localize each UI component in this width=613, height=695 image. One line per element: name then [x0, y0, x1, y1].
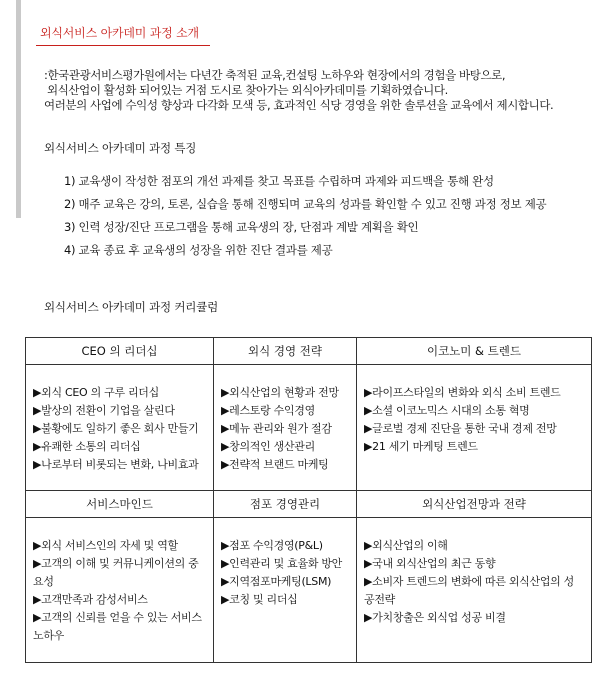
list-item: ▶가치창출은 외식업 성공 비결 [364, 611, 506, 624]
page-title: 외식서비스 아카데미 과정 소개 [40, 26, 199, 40]
feature-item: 1) 교육생이 작성한 점포의 개선 과제를 찾고 목표를 수립하며 과제와 피드백을 통해 완성 [64, 174, 494, 188]
list-item: ▶나로부터 비롯되는 변화, 나비효과 [33, 458, 199, 471]
list-item: ▶인력관리 및 효율화 방안 [221, 557, 343, 570]
list-item: ▶메뉴 관리와 원가 절감 [221, 422, 332, 435]
list-item: ▶발상의 전환이 기업을 살린다 [33, 404, 175, 417]
table-cell [26, 365, 214, 491]
curriculum-heading: 외식서비스 아카데미 과정 커리큘럼 [44, 300, 218, 314]
list-item: ▶유쾌한 소통의 리더십 [33, 440, 141, 453]
list-item: ▶코칭 및 리더십 [221, 593, 298, 606]
column-header: 서비스마인드 [26, 491, 214, 518]
list-item: ▶외식산업의 이해 [364, 539, 448, 552]
curriculum-table [25, 337, 592, 663]
column-header: 이코노미 & 트렌드 [357, 338, 592, 365]
list-item: ▶고객의 신뢰를 얻을 수 있는 서비스 노하우 [33, 611, 202, 642]
intro-line-1: :한국관광서비스평가원에서는 다년간 축적된 교육,컨설팅 노하우와 현장에서의 경험을 바탕으로, [44, 68, 506, 82]
table-header-row [26, 338, 592, 365]
list-item: ▶국내 외식산업의 최근 동향 [364, 557, 496, 570]
list-item: ▶점포 수익경영(P&L) [221, 539, 323, 552]
column-header: 외식산업전망과 전략 [357, 491, 592, 518]
list-item: ▶불황에도 일하기 좋은 회사 만들기 [33, 422, 199, 435]
table-header-row [26, 491, 592, 518]
left-accent-bar [16, 0, 21, 218]
table-cell [357, 518, 592, 663]
table-cell [26, 518, 214, 663]
features-heading: 외식서비스 아카데미 과정 특징 [44, 141, 197, 155]
feature-item: 3) 인력 성장/진단 프로그램을 통해 교육생의 장, 단점과 계발 계획을 확인 [64, 220, 419, 234]
list-item: ▶전략적 브랜드 마케팅 [221, 458, 329, 471]
list-item: ▶레스토랑 수익경영 [221, 404, 315, 417]
list-item: ▶소셜 이코노믹스 시대의 소통 혁명 [364, 404, 530, 417]
column-header: CEO 의 리더십 [26, 338, 214, 365]
list-item: ▶라이프스타일의 변화와 외식 소비 트렌드 [364, 386, 561, 399]
intro-line-2: 외식산업이 활성화 되어있는 거점 도시로 찾아가는 외식아카데미를 기획하였습니다. [47, 83, 448, 97]
table-cell [214, 365, 357, 491]
list-item: ▶창의적인 생산관리 [221, 440, 315, 453]
title-underline [36, 45, 210, 46]
list-item: ▶소비자 트렌드의 변화에 따른 외식산업의 성공전략 [364, 575, 575, 606]
feature-item: 4) 교육 종료 후 교육생의 성장을 위한 진단 결과를 제공 [64, 243, 333, 257]
list-item: ▶21 세기 마케팅 트렌드 [364, 440, 478, 453]
list-item: ▶외식산업의 현황과 전망 [221, 386, 339, 399]
list-item: ▶외식 서비스인의 자세 및 역할 [33, 539, 178, 552]
table-cell [357, 365, 592, 491]
table-row [26, 518, 592, 663]
intro-line-3: 여러분의 사업에 수익성 향상과 다각화 모색 등, 효과적인 식당 경영을 위한 솔루션을 교육에서 제시합니다. [44, 98, 554, 112]
column-header: 점포 경영관리 [214, 491, 357, 518]
column-header: 외식 경영 전략 [214, 338, 357, 365]
list-item: ▶고객의 이해 및 커뮤니케이션의 중요성 [33, 557, 199, 588]
intro-paragraph [44, 68, 604, 113]
list-item: ▶외식 CEO 의 구루 리더십 [33, 386, 159, 399]
list-item: ▶글로벌 경제 진단을 통한 국내 경제 전망 [364, 422, 557, 435]
list-item: ▶고객만족과 감성서비스 [33, 593, 148, 606]
table-cell [214, 518, 357, 663]
list-item: ▶지역점포마케팅(LSM) [221, 575, 332, 588]
feature-item: 2) 매주 교육은 강의, 토론, 실습을 통해 진행되며 교육의 성과를 확인할 수 있고 진행 과정 정보 제공 [64, 197, 547, 211]
table-row [26, 365, 592, 491]
features-list [64, 173, 546, 265]
